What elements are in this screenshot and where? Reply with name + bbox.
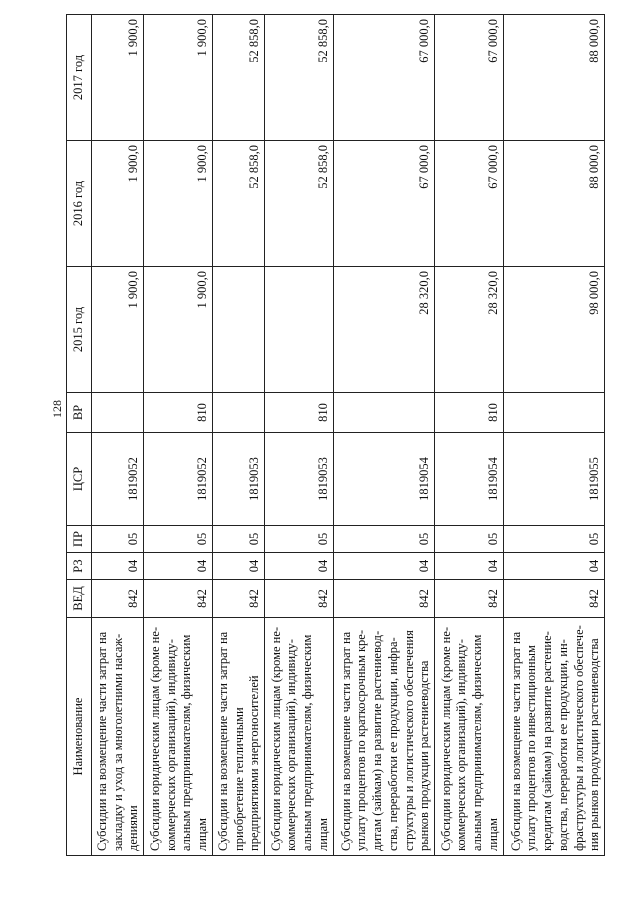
cell-2016: 67 000,0	[333, 141, 434, 267]
cell-2015: 1 900,0	[144, 267, 213, 393]
cell-ved: 842	[503, 580, 604, 618]
cell-csr: 1819052	[144, 433, 213, 526]
table-row	[144, 15, 213, 856]
cell-vr: 810	[435, 393, 504, 433]
cell-csr: 1819055	[503, 433, 604, 526]
cell-2016: 88 000,0	[503, 141, 604, 267]
cell-2016: 1 900,0	[92, 141, 144, 267]
cell-name: Субсидии юридическим лицам (кроме не-коммерческих организаций), индивиду-альным предпринимателям, физическим лицам	[265, 618, 334, 856]
cell-ved: 842	[92, 580, 144, 618]
cell-rz: 04	[144, 553, 213, 580]
cell-name: Субсидии юридическим лицам (кроме не-коммерческих организаций), индивиду-альным предпринимателям, физическим лицам	[144, 618, 213, 856]
cell-vr: 810	[144, 393, 213, 433]
cell-pr: 05	[333, 526, 434, 553]
cell-ved: 842	[265, 580, 334, 618]
header-name: Наименование	[67, 618, 92, 856]
cell-pr: 05	[212, 526, 264, 553]
cell-2016: 67 000,0	[435, 141, 504, 267]
table-row	[212, 15, 264, 856]
cell-2016: 52 858,0	[265, 141, 334, 267]
page-number: 128	[50, 400, 64, 418]
header-csr: ЦСР	[67, 433, 92, 526]
cell-pr: 05	[435, 526, 504, 553]
cell-name: Субсидии на возмещение части затрат на уплату процентов по краткосрочным кре-дитам (займам) на развитие растениевод-ства, переработки ее продукции, инфра-структуры и логистического обеспечения рынков продукции растениеводства	[333, 618, 434, 856]
table-row	[265, 15, 334, 856]
cell-pr: 05	[503, 526, 604, 553]
cell-2015: 98 000,0	[503, 267, 604, 393]
cell-2016: 1 900,0	[144, 141, 213, 267]
cell-csr: 1819054	[435, 433, 504, 526]
cell-vr	[212, 393, 264, 433]
cell-rz: 04	[92, 553, 144, 580]
table-row	[333, 15, 434, 856]
cell-ved: 842	[333, 580, 434, 618]
cell-2015: 28 320,0	[435, 267, 504, 393]
cell-ved: 842	[144, 580, 213, 618]
cell-2017: 52 858,0	[212, 15, 264, 141]
cell-csr: 1819053	[212, 433, 264, 526]
header-ved: ВЕД	[67, 580, 92, 618]
header-rz: РЗ	[67, 553, 92, 580]
cell-2015	[212, 267, 264, 393]
cell-rz: 04	[435, 553, 504, 580]
table-row	[92, 15, 144, 856]
cell-pr: 05	[92, 526, 144, 553]
cell-vr: 810	[265, 393, 334, 433]
cell-csr: 1819053	[265, 433, 334, 526]
header-vr: ВР	[67, 393, 92, 433]
cell-ved: 842	[435, 580, 504, 618]
cell-vr	[503, 393, 604, 433]
table-header-row	[67, 15, 92, 856]
cell-2017: 67 000,0	[333, 15, 434, 141]
budget-table	[66, 14, 605, 856]
cell-rz: 04	[212, 553, 264, 580]
table-row	[435, 15, 504, 856]
cell-2015	[265, 267, 334, 393]
cell-2017: 1 900,0	[144, 15, 213, 141]
header-2016: 2016 год	[67, 141, 92, 267]
cell-2017: 1 900,0	[92, 15, 144, 141]
cell-2015: 28 320,0	[333, 267, 434, 393]
cell-ved: 842	[212, 580, 264, 618]
cell-rz: 04	[333, 553, 434, 580]
cell-rz: 04	[265, 553, 334, 580]
cell-pr: 05	[144, 526, 213, 553]
header-2015: 2015 год	[67, 267, 92, 393]
cell-vr	[92, 393, 144, 433]
cell-pr: 05	[265, 526, 334, 553]
cell-csr: 1819052	[92, 433, 144, 526]
cell-name: Субсидии на возмещение части затрат на закладку и уход за многолетними насаж-дениями	[92, 618, 144, 856]
table-row	[503, 15, 604, 856]
header-2017: 2017 год	[67, 15, 92, 141]
header-pr: ПР	[67, 526, 92, 553]
cell-2017: 67 000,0	[435, 15, 504, 141]
cell-rz: 04	[503, 553, 604, 580]
cell-name: Субсидии на возмещение части затрат на приобретение тепличными предприятиями энергоносителей	[212, 618, 264, 856]
cell-name: Субсидии на возмещение части затрат на уплату процентов по инвестиционным кредитам (займам) на развитие растение-водства, переработки ее продукции, ин-фраструктуры и логистического обеспече-ния рынков продукции растениеводства	[503, 618, 604, 856]
cell-2017: 52 858,0	[265, 15, 334, 141]
cell-vr	[333, 393, 434, 433]
cell-name: Субсидии юридическим лицам (кроме не-коммерческих организаций), индивиду-альным предпринимателям, физическим лицам	[435, 618, 504, 856]
budget-table-rotated	[66, 14, 605, 856]
cell-csr: 1819054	[333, 433, 434, 526]
cell-2017: 88 000,0	[503, 15, 604, 141]
cell-2015: 1 900,0	[92, 267, 144, 393]
cell-2016: 52 858,0	[212, 141, 264, 267]
